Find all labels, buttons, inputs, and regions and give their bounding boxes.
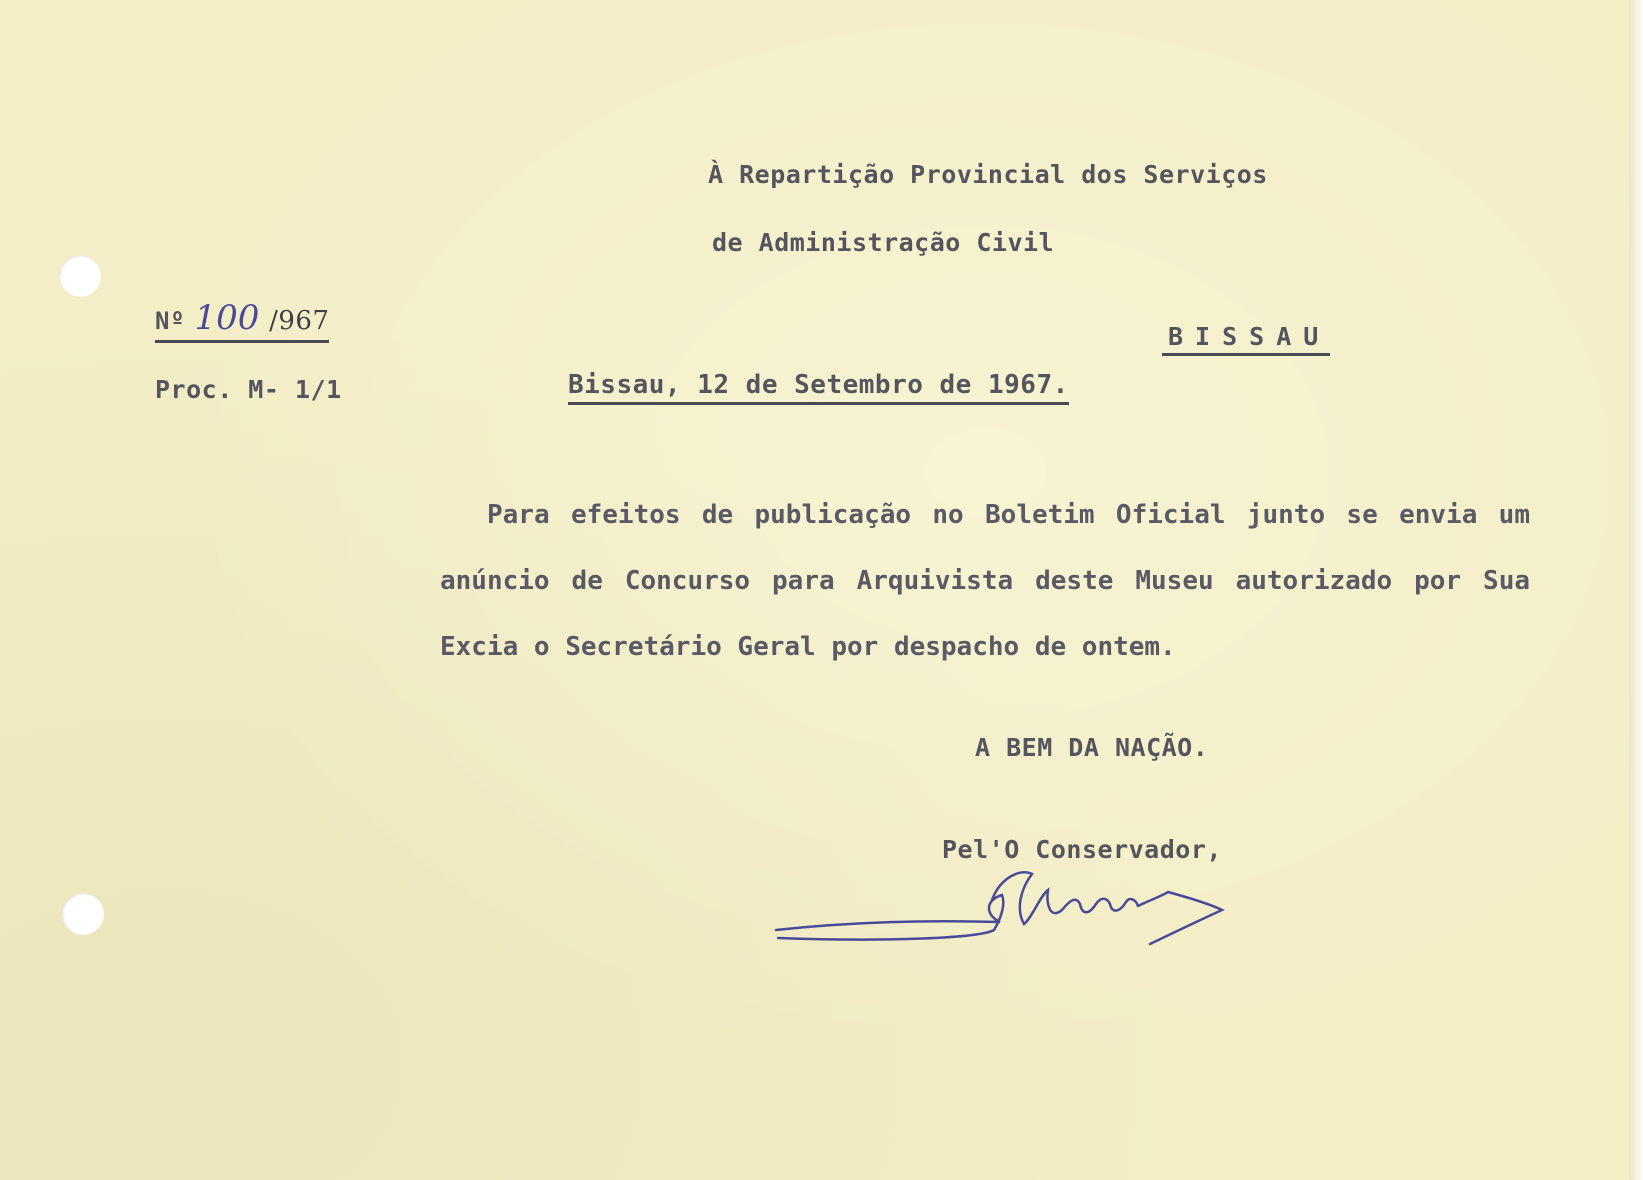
recipient-line-2: de Administração Civil [712, 228, 1055, 257]
body-line-1: Para efeitos de publicação no Boletim Oficial junto se envia um [487, 500, 1530, 530]
handwritten-signature [770, 860, 1240, 960]
process-reference: Proc. M- 1/1 [155, 375, 342, 404]
paper-edge [1629, 0, 1643, 1180]
letter-date [568, 370, 1069, 400]
reference-number [155, 298, 329, 343]
punch-hole-top [59, 255, 101, 297]
punch-hole-bottom [62, 893, 104, 935]
signatory-line: Pel'O Conservador, [942, 835, 1222, 864]
body-line-2: anúncio de Concurso para Arquivista deste Museu autorizado por Sua [440, 566, 1530, 596]
number-handwritten: 100 [194, 298, 260, 338]
body-line-3: Excia o Secretário Geral por despacho de ontem. [440, 632, 1176, 662]
city-header: BISSAU [1162, 322, 1330, 356]
letter-date-text: Bissau, 12 de Setembro de 1967. [568, 370, 1069, 405]
closing-salutation: A BEM DA NAÇÃO. [975, 733, 1209, 762]
number-prefix: Nº [155, 307, 185, 335]
recipient-line-1: À Repartição Provincial dos Serviços [708, 160, 1268, 189]
number-year: /967 [269, 306, 330, 336]
